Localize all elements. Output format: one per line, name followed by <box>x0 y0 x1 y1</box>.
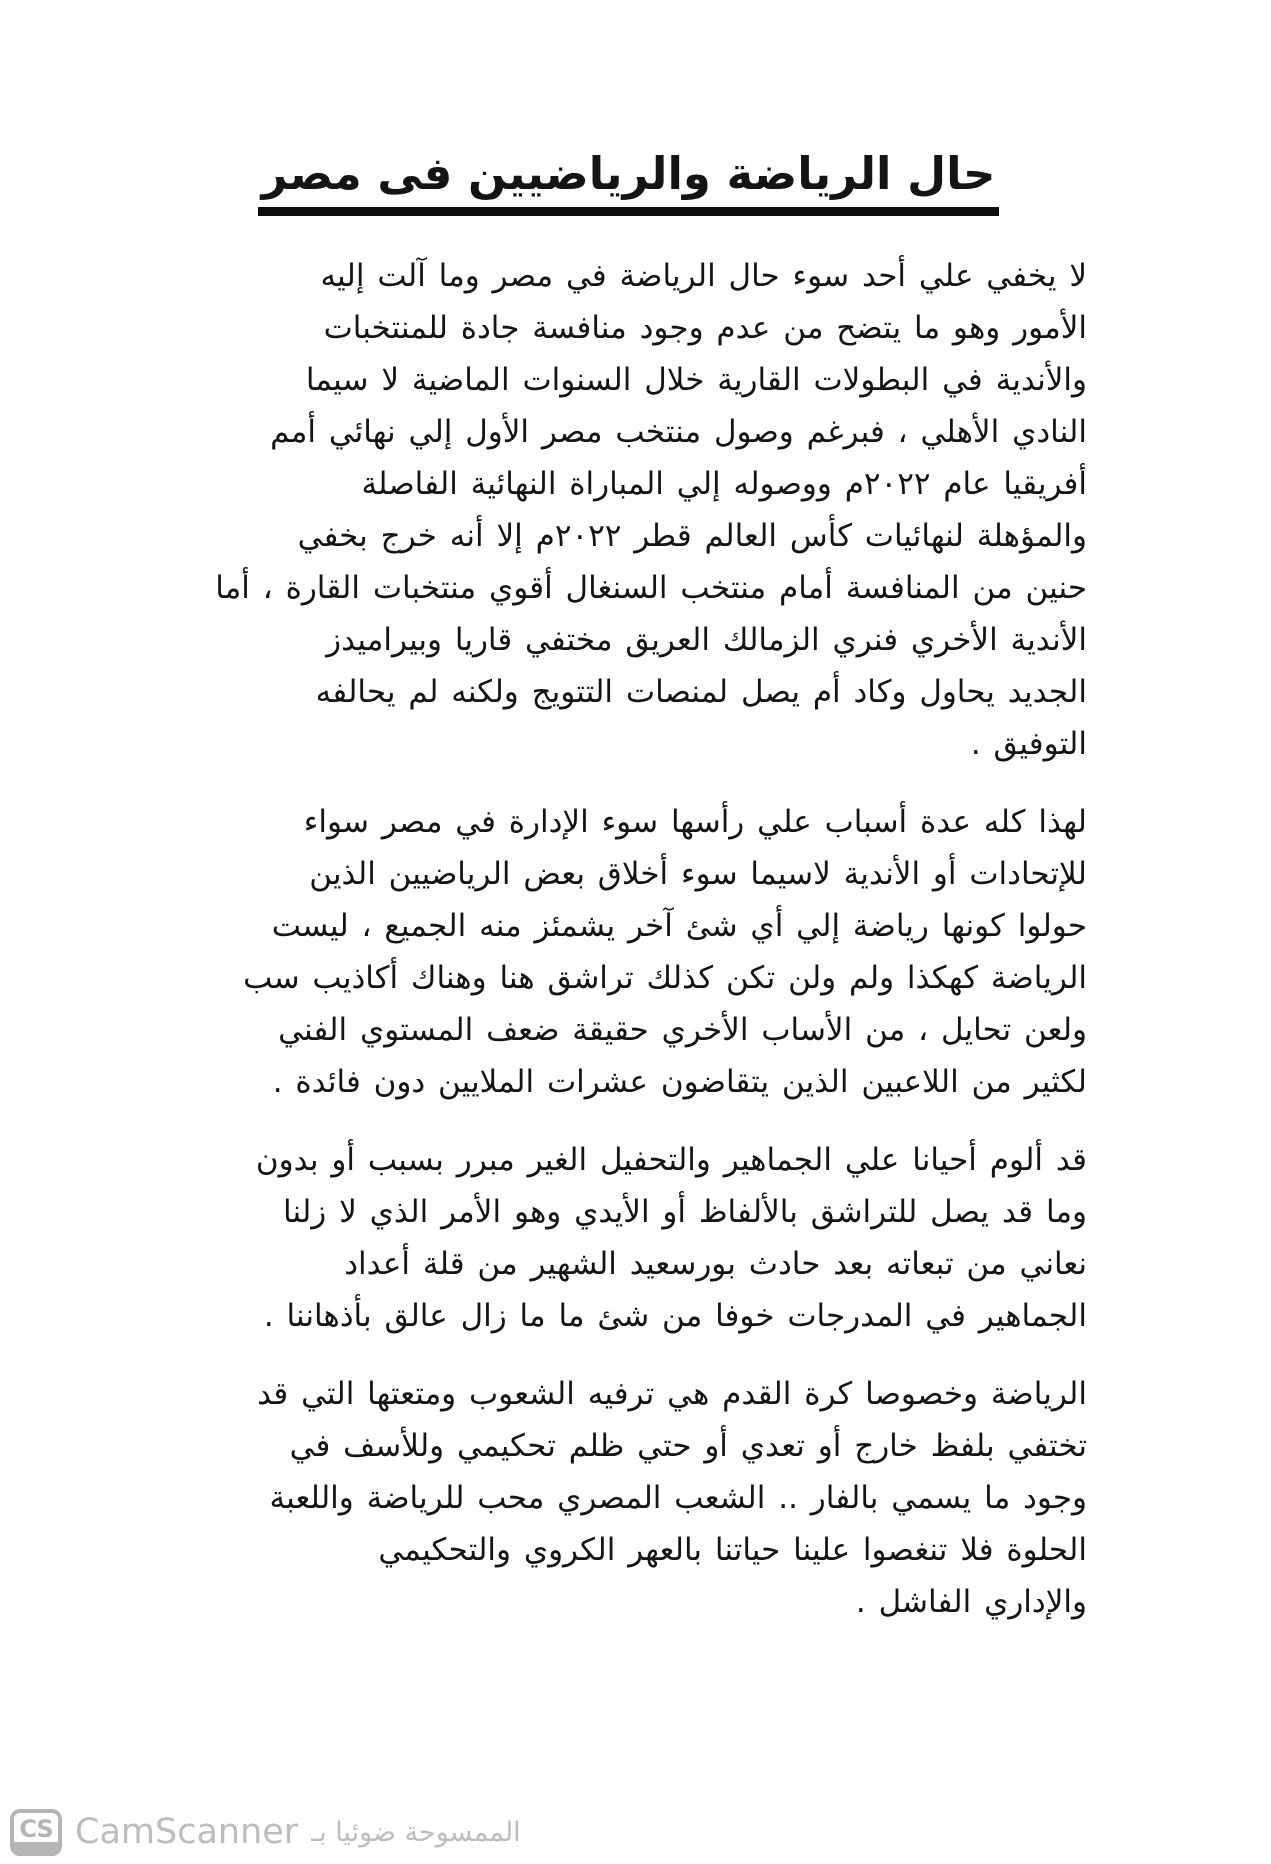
text-line: ولعن تحايل ، من الأساب الأخري حقيقة ضعف المستوي الفني <box>278 1012 1087 1048</box>
text-line: لهذا كله عدة أسباب علي رأسها سوء الإدارة في مصر سواء <box>303 804 1087 840</box>
paragraph-2 <box>60 796 1087 1108</box>
camscanner-scanned-with-text: الممسوحة ضوئيا بـ <box>311 1817 521 1848</box>
camscanner-watermark <box>10 1809 521 1856</box>
text-line: الرياضة وخصوصا كرة القدم هي ترفيه الشعوب ومتعتها التي قد <box>257 1376 1087 1412</box>
text-line: التوفيق . <box>970 726 1087 762</box>
camscanner-logo-icon <box>10 1809 62 1856</box>
text-line: أفريقيا عام ٢٠٢٢م ووصوله إلي المباراة النهائية الفاصلة <box>361 466 1087 502</box>
text-line: لكثير من اللاعبين الذين يتقاضون عشرات الملايين دون فائدة . <box>272 1064 1087 1100</box>
paragraph-4 <box>60 1368 1087 1628</box>
text-line: لا يخفي علي أحد سوء حال الرياضة في مصر وما آلت إليه <box>320 258 1087 294</box>
text-line: والإداري الفاشل . <box>855 1584 1087 1620</box>
text-line: النادي الأهلي ، فبرغم وصول منتخب مصر الأول إلي نهائي أمم <box>270 414 1087 450</box>
camscanner-logo-bar <box>14 1842 58 1852</box>
camscanner-brand-text: CamScanner <box>75 1812 299 1852</box>
camscanner-logo-letters: CS <box>19 1814 53 1843</box>
text-line: حولوا كونها رياضة إلي أي شئ آخر يشمئز منه الجميع ، ليست <box>271 908 1087 944</box>
text-line: نعاني من تبعاته بعد حادث بورسعيد الشهير من قلة أعداد <box>344 1246 1087 1282</box>
text-line: الجماهير في المدرجات خوفا من شئ ما ما زال عالق بأذهاننا . <box>263 1298 1087 1334</box>
text-line: قد ألوم أحيانا علي الجماهير والتحفيل الغير مبرر بسبب أو بدون <box>255 1142 1087 1178</box>
text-line: للإتحادات أو الأندية لاسيما سوء أخلاق بعض الرياضيين الذين <box>309 856 1087 892</box>
text-line: الرياضة كهكذا ولم ولن تكن كذلك تراشق هنا وهناك أكاذيب سب <box>243 960 1087 996</box>
text-line: والمؤهلة لنهائيات كأس العالم قطر ٢٠٢٢م إلا أنه خرج بخفي <box>297 518 1087 554</box>
text-line: وجود ما يسمي بالفار .. الشعب المصري محب للرياضة واللعبة <box>269 1480 1087 1516</box>
paragraph-1 <box>60 250 1087 770</box>
text-line: الأندية الأخري فنري الزمالك العريق مختفي قاريا وبيراميدز <box>326 622 1087 658</box>
text-line: وما قد يصل للتراشق بالألفاظ أو الأيدي وهو الأمر الذي لا زلنا <box>283 1194 1087 1230</box>
paragraph-3 <box>60 1134 1087 1342</box>
title-container <box>170 148 1087 216</box>
text-line: الجديد يحاول وكاد أم يصل لمنصات التتويج ولكنه لم يحالفه <box>315 674 1087 710</box>
text-line: تختفي بلفظ خارج أو تعدي أو حتي ظلم تحكيمي وللأسف في <box>289 1428 1087 1464</box>
text-line: والأندية في البطولات القارية خلال السنوات الماضية لا سيما <box>305 362 1087 398</box>
text-line: الحلوة فلا تنغصوا علينا حياتنا بالعهر الكروي والتحكيمي <box>378 1532 1087 1568</box>
text-line: حنين من المنافسة أمام منتخب السنغال أقوي منتخبات القارة ، أما <box>215 570 1087 606</box>
text-line: الأمور وهو ما يتضح من عدم وجود منافسة جادة للمنتخبات <box>323 310 1087 346</box>
document-body <box>60 250 1087 1654</box>
document-title: حال الرياضة والرياضيين فى مصر <box>258 148 1000 216</box>
